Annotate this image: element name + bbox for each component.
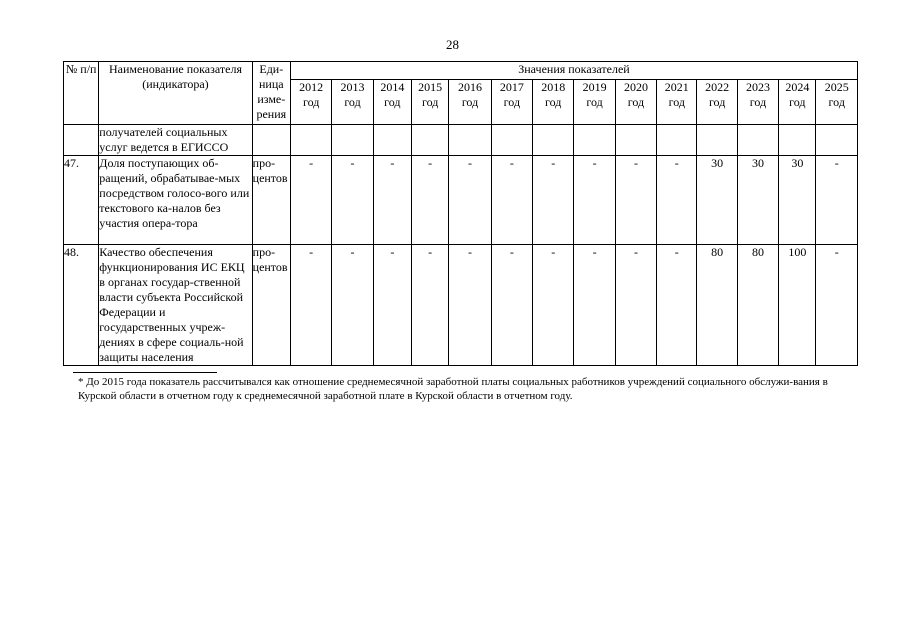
row-value bbox=[697, 125, 737, 156]
footnote-separator bbox=[73, 372, 217, 373]
row-value bbox=[449, 125, 491, 156]
header-year: 2023 год bbox=[737, 80, 778, 125]
row-value: - bbox=[615, 245, 656, 366]
header-year: 2024 год bbox=[779, 80, 816, 125]
row-value: - bbox=[373, 245, 411, 366]
row-value bbox=[574, 125, 615, 156]
row-value: - bbox=[332, 245, 373, 366]
row-value: - bbox=[449, 245, 491, 366]
row-value: - bbox=[615, 156, 656, 245]
header-unit: Еди-ница изме-рения bbox=[252, 62, 290, 125]
header-year: 2021 год bbox=[657, 80, 697, 125]
footnote: * До 2015 года показатель рассчитывался как отношение среднемесячной заработной платы социальных работников учреждений социального обслужи-вания в Курской области в отчетном году к среднемесячной заработной плате в Курской области в отчетном году. bbox=[78, 376, 828, 402]
row-value bbox=[491, 125, 532, 156]
row-value: - bbox=[290, 156, 331, 245]
header-year: 2014 год bbox=[373, 80, 411, 125]
row-value: - bbox=[816, 156, 858, 245]
row-value bbox=[412, 125, 449, 156]
row-value bbox=[373, 125, 411, 156]
row-value: - bbox=[491, 156, 532, 245]
row-value: - bbox=[533, 156, 574, 245]
row-value: - bbox=[491, 245, 532, 366]
row-number: 47. bbox=[64, 156, 99, 245]
row-value: 80 bbox=[697, 245, 737, 366]
row-value bbox=[737, 125, 778, 156]
row-value: - bbox=[412, 156, 449, 245]
row-number: 48. bbox=[64, 245, 99, 366]
row-value bbox=[657, 125, 697, 156]
header-year: 2017 год bbox=[491, 80, 532, 125]
row-value: - bbox=[412, 245, 449, 366]
row-value: 80 bbox=[737, 245, 778, 366]
row-value bbox=[290, 125, 331, 156]
header-year: 2015 год bbox=[412, 80, 449, 125]
row-name: Качество обеспечения функционирования ИС ЕКЦ в органах государ-ственной власти субъекта Российской Федерации и государственных учреж-дениях в сфере социаль-ной защиты населения bbox=[99, 245, 252, 366]
header-year: 2012 год bbox=[290, 80, 331, 125]
header-year: 2013 год bbox=[332, 80, 373, 125]
row-value bbox=[332, 125, 373, 156]
row-value: - bbox=[449, 156, 491, 245]
row-value: 30 bbox=[779, 156, 816, 245]
header-number: № п/п bbox=[64, 62, 99, 125]
row-value: - bbox=[574, 245, 615, 366]
row-value: 30 bbox=[737, 156, 778, 245]
row-number bbox=[64, 125, 99, 156]
header-year: 2016 год bbox=[449, 80, 491, 125]
row-value: - bbox=[574, 156, 615, 245]
row-value bbox=[615, 125, 656, 156]
header-year: 2022 год bbox=[697, 80, 737, 125]
row-value: - bbox=[816, 245, 858, 366]
header-name: Наименование показателя (индикатора) bbox=[99, 62, 252, 125]
row-value bbox=[816, 125, 858, 156]
page-number: 28 bbox=[446, 37, 459, 52]
row-unit: про-центов bbox=[252, 245, 290, 366]
row-value bbox=[533, 125, 574, 156]
row-value: - bbox=[290, 245, 331, 366]
row-name: Доля поступающих об-ращений, обрабатывае-мых посредством голосо-вого или текстового ка-налов без участия опера-тора bbox=[99, 156, 252, 245]
row-value: - bbox=[332, 156, 373, 245]
header-year: 2025 год bbox=[816, 80, 858, 125]
row-unit bbox=[252, 125, 290, 156]
header-year: 2018 год bbox=[533, 80, 574, 125]
row-value: 30 bbox=[697, 156, 737, 245]
header-row-top bbox=[64, 62, 858, 80]
row-unit: про-центов bbox=[252, 156, 290, 245]
indicators-table bbox=[63, 61, 858, 366]
header-values-group: Значения показателей bbox=[290, 62, 857, 80]
row-value: - bbox=[373, 156, 411, 245]
row-value: - bbox=[657, 245, 697, 366]
header-year: 2020 год bbox=[615, 80, 656, 125]
row-value: - bbox=[657, 156, 697, 245]
row-value: 100 bbox=[779, 245, 816, 366]
row-value: - bbox=[533, 245, 574, 366]
row-value bbox=[779, 125, 816, 156]
row-name: получателей социальных услуг ведется в ЕГИССО bbox=[99, 125, 252, 156]
table-row bbox=[64, 245, 858, 366]
header-year: 2019 год bbox=[574, 80, 615, 125]
table-row bbox=[64, 156, 858, 245]
table-row bbox=[64, 125, 858, 156]
